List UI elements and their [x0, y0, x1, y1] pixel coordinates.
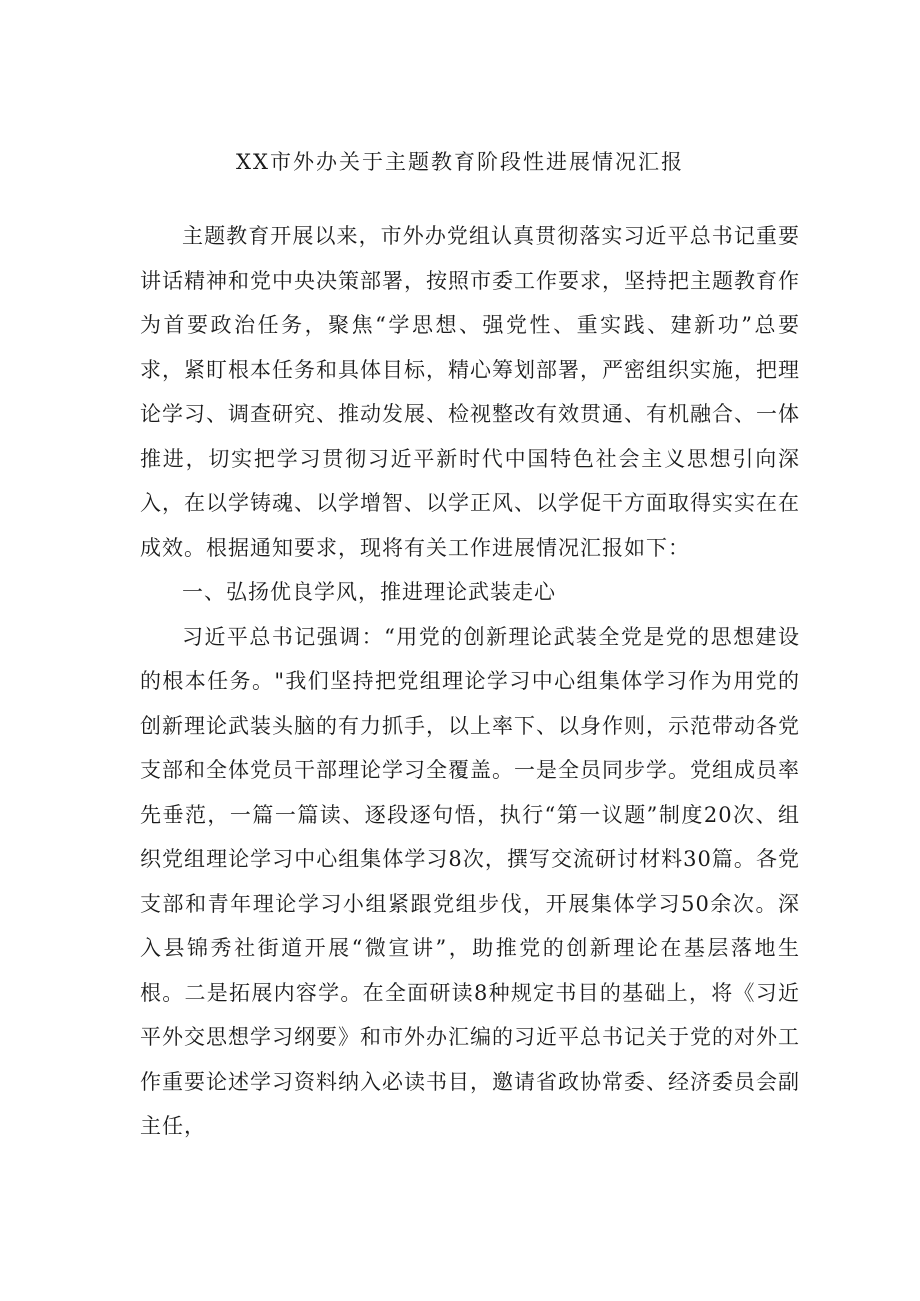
section-heading-1: 一、弘扬优良学风，推进理论武装走心	[182, 580, 556, 604]
document-body	[140, 214, 800, 1149]
intro-paragraph: 主题教育开展以来，市外办党组认真贯彻落实习近平总书记重要讲话精神和党中央决策部署，按照市委工作要求，坚持把主题教育作为首要政治任务，聚焦“学思想、强党性、重实践、建新功”总要求，紧盯根本任务和具体目标，精心筹划部署，严密组织实施，把理论学习、调查研究、推动发展、检视整改有效贯通、有机融合、一体推进，切实把学习贯彻习近平新时代中国特色社会主义思想引向深入，在以学铸魂、以学增智、以学正风、以学促干方面取得实实在在成效。根据通知要求，现将有关工作进展情况汇报如下：	[140, 224, 800, 560]
section-paragraph-1: 习近平总书记强调：“用党的创新理论武装全党是党的思想建设的根本任务。"我们坚持把党组理论学习中心组集体学习作为用党的创新理论武装头脑的有力抓手，以上率下、以身作则，示范带动各党支部和全体党员干部理论学习全覆盖。一是全员同步学。党组成员率先垂范，一篇一篇读、逐段逐句悟，执行“第一议题”制度20次、组织党组理论学习中心组集体学习8次，撰写交流研讨材料30篇。各党支部和青年理论学习小组紧跟党组步伐，开展集体学习50余次。深入县锦秀社街道开展“微宣讲”，助推党的创新理论在基层落地生根。二是拓展内容学。在全面研读8种规定书目的基础上，将《习近平外交思想学习纲要》和市外办汇编的习近平总书记关于党的对外工作重要论述学习资料纳入必读书目，邀请省政协常委、经济委员会副主任，	[140, 624, 800, 1138]
document-title: XX市外办关于主题教育阶段性进展情况汇报	[236, 150, 684, 174]
